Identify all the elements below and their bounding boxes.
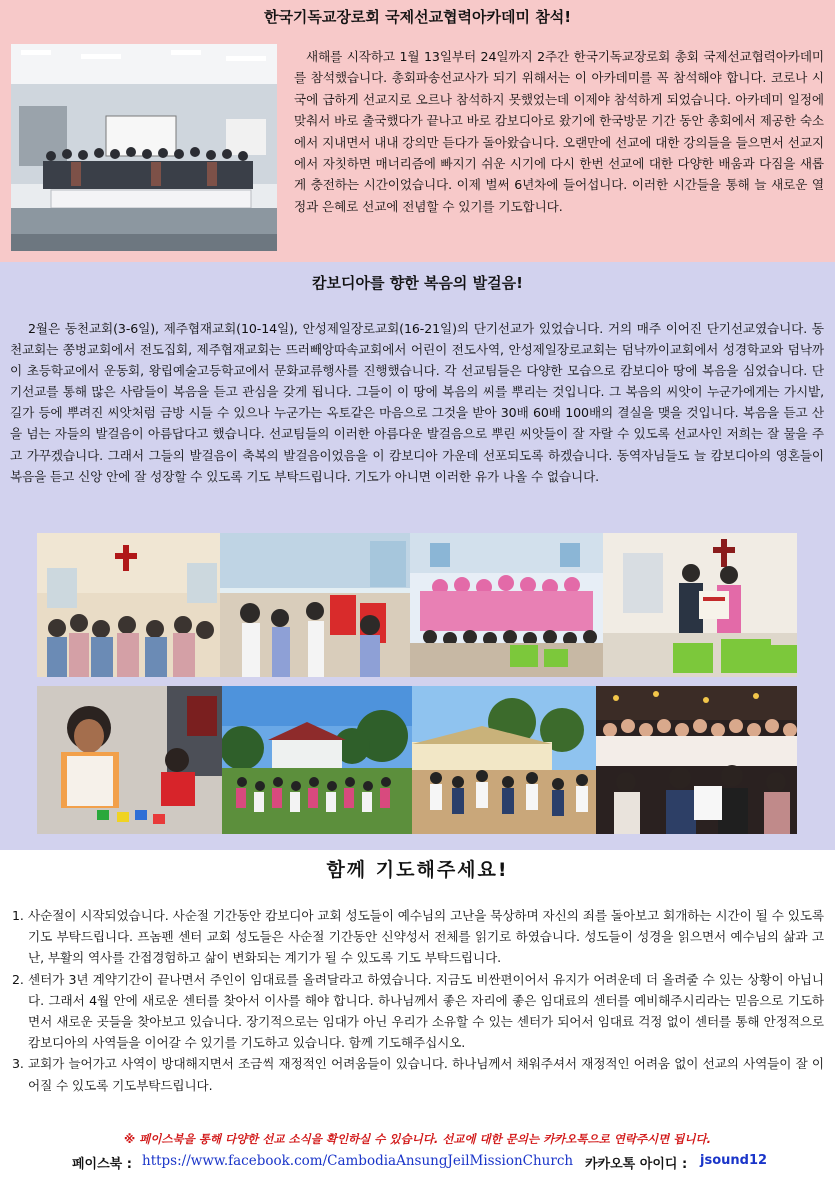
school-sports-day-photo (412, 686, 596, 834)
kakao-id: jsound12 (700, 1153, 768, 1168)
academy-paragraph: 새해를 시작하고 1월 13일부터 24일까지 2주간 한국기독교장로회 총회 국제선교협력아카데미를 참석했습니다. 총회파송선교사가 되기 위해서는 이 아카데미를 꼭 참석해야 합니다. 코로나 시국에 급하게 선교지로 오르나 참석하지 못했었는데 이제야 참석하게 되었습니다. 아카데미 일정에 맞춰서 바로 출국했다가 끝나고 바로 캄보디아로 왔기에 한국방문 기간 동안 총회에서 제공한 숙소에서 지내면서 내내 강의만 듣다가 돌아왔습니다. 오랜만에 선교에 대한 강의들을 들으면서 선교지에서 자칫하면 매너리즘에 빠지기 쉬운 시기에 다시 한번 선교에 대한 다양한 배움과 다짐을 새롭게 충전하는 시간이었습니다. 이제 벌써 6년차에 들어섭니다. 이러한 시간들을 통해 늘 새로운 열정과 은혜로 선교에 전념할 수 있기를 기도합니다. (294, 49, 824, 214)
donation-handover-photo (603, 533, 797, 677)
facebook-label: 페이스북 : (72, 1157, 132, 1172)
prayer-list (12, 905, 824, 1096)
academy-title: 한국기독교장로회 국제선교협력아카데미 참석! (263, 8, 572, 26)
church-gathering-photo (37, 533, 220, 677)
prayer-item (12, 969, 824, 1054)
mission-paragraph: 2월은 동천교회(3-6일), 제주협재교회(10-14일), 안성제일장로교회(16-21일)의 단기선교가 있었습니다. 거의 매주 이어진 단기선교였습니다. 동천교회는 쫑벙교회에서 전도집회, 제주협재교회는 뜨러빼앙따속교회에서 어린이 전도사역, 안성제일장로교회는 덤낙까이교회에서 성경학교와 덤낙까이 초등학교에서 운동회, 왕립예술고등학교에서 문화교류행사를 진행했습니다. 각 선교팀들은 다양한 모습으로 캄보디아 땅에 복음을 심었습니다. 단기선교를 통해 많은 사람들이 복음을 듣고 관심을 갖게 됩니다. 그들이 이 땅에 복음의 씨를 뿌리는 것입니다. 그 복음의 씨앗이 누군가에게는 가시밭, 길가 등에 뿌려진 씨앗처럼 금방 시들 수 있으나 누군가는 옥토같은 마음으로 그것을 받아 30배 60배 100배의 결실을 맺을 것입니다. 복음을 듣고 산을 넘는 자들의 발걸음이 아름답다고 했습니다. 선교팀들의 이러한 아름다운 발걸음으로 뿌린 씨앗들이 잘 자랄 수 있도록 선교사인 저희는 잘 물을 주고 가꾸겠습니다. 그래서 그들의 발걸음이 축복의 발걸음이었음을 이 캄보디아 가운데 선포되도록 하겠습니다. 동역자님들도 늘 캄보디아의 영혼들이 복음을 듣고 신앙 안에 잘 성장할 수 있도록 기도 부탁드립니다. 기도가 아니면 이러한 유가 나올 수 없습니다. (10, 321, 824, 484)
prayer-item-text: 사순절이 시작되었습니다. 사순절 기간동안 캄보디아 교회 성도들이 예수님의 고난을 묵상하며 자신의 죄를 돌아보고 회개하는 시간이 될 수 있도록 기도 부탁드립니다. 프놈펜 센터 교회 성도들은 사순절 기간동안 신약성서 전체를 읽기로 하였습니다. 성도들이 성경을 읽으면서 예수님의 삶과 고난, 부활의 역사를 간접경험하고 삶이 변화되는 계기가 될 수 있도록 기도 부탁드립니다. (28, 908, 824, 966)
mission-title: 캄보디아를 향한 복음의 발걸음! (312, 274, 523, 292)
facebook-notice: ※ 페이스북을 통해 다양한 선교 소식을 확인하실 수 있습니다. 선교에 대한 문의는 카카오톡으로 연락주시면 됩니다. (124, 1132, 711, 1146)
prayer-title: 함께 기도해주세요! (326, 859, 509, 881)
prayer-item-text: 교회가 늘어가고 사역이 방대해지면서 조금씩 재정적인 어려움들이 있습니다. 하나님께서 채워주셔서 재정적인 어려움 없이 선교의 사역들이 잘 이어질 수 있도록 기도부탁드립니다. (28, 1056, 824, 1093)
outdoor-games-photo (222, 686, 412, 834)
prayer-item-text: 센터가 3년 계약기간이 끝나면서 주인이 임대료를 올려달라고 하였습니다. 지금도 비싼편이어서 유지가 어려운데 더 올려줄 수 있는 상황이 아닙니다. 그래서 4월 안에 새로운 센터를 찾아서 이사를 해야 합니다. 하나님께서 좋은 자리에 좋은 임대료의 센터를 예비해주시리라는 믿음으로 기도하면서 새로운 곳들을 찾아보고 있습니다. 장기적으로는 임대가 아닌 우리가 소유할 수 있는 센터가 되어서 임대료 걱정 없이 센터를 통해 안정적으로 캄보디아의 사역들을 이어갈 수 있기를 기도하고 있습니다. 함께 기도해주십시오. (28, 971, 824, 1051)
academy-group-photo (11, 44, 277, 251)
child-playing-photo (37, 686, 222, 834)
kakao-label: 카카오톡 아이디 : (585, 1157, 688, 1172)
prayer-item (12, 905, 824, 969)
cultural-exchange-photo (596, 686, 797, 834)
prayer-item (12, 1053, 824, 1095)
prayer-item-number: 3. (12, 1056, 24, 1072)
facebook-link[interactable]: https://www.facebook.com/CambodiaAnsungJeilMissionChurch (142, 1153, 574, 1169)
academy-section (0, 0, 835, 262)
pink-shirt-team-photo (410, 533, 603, 677)
prayer-item-number: 2. (12, 971, 24, 987)
children-ministry-photo (220, 533, 410, 677)
prayer-item-number: 1. (12, 908, 24, 923)
